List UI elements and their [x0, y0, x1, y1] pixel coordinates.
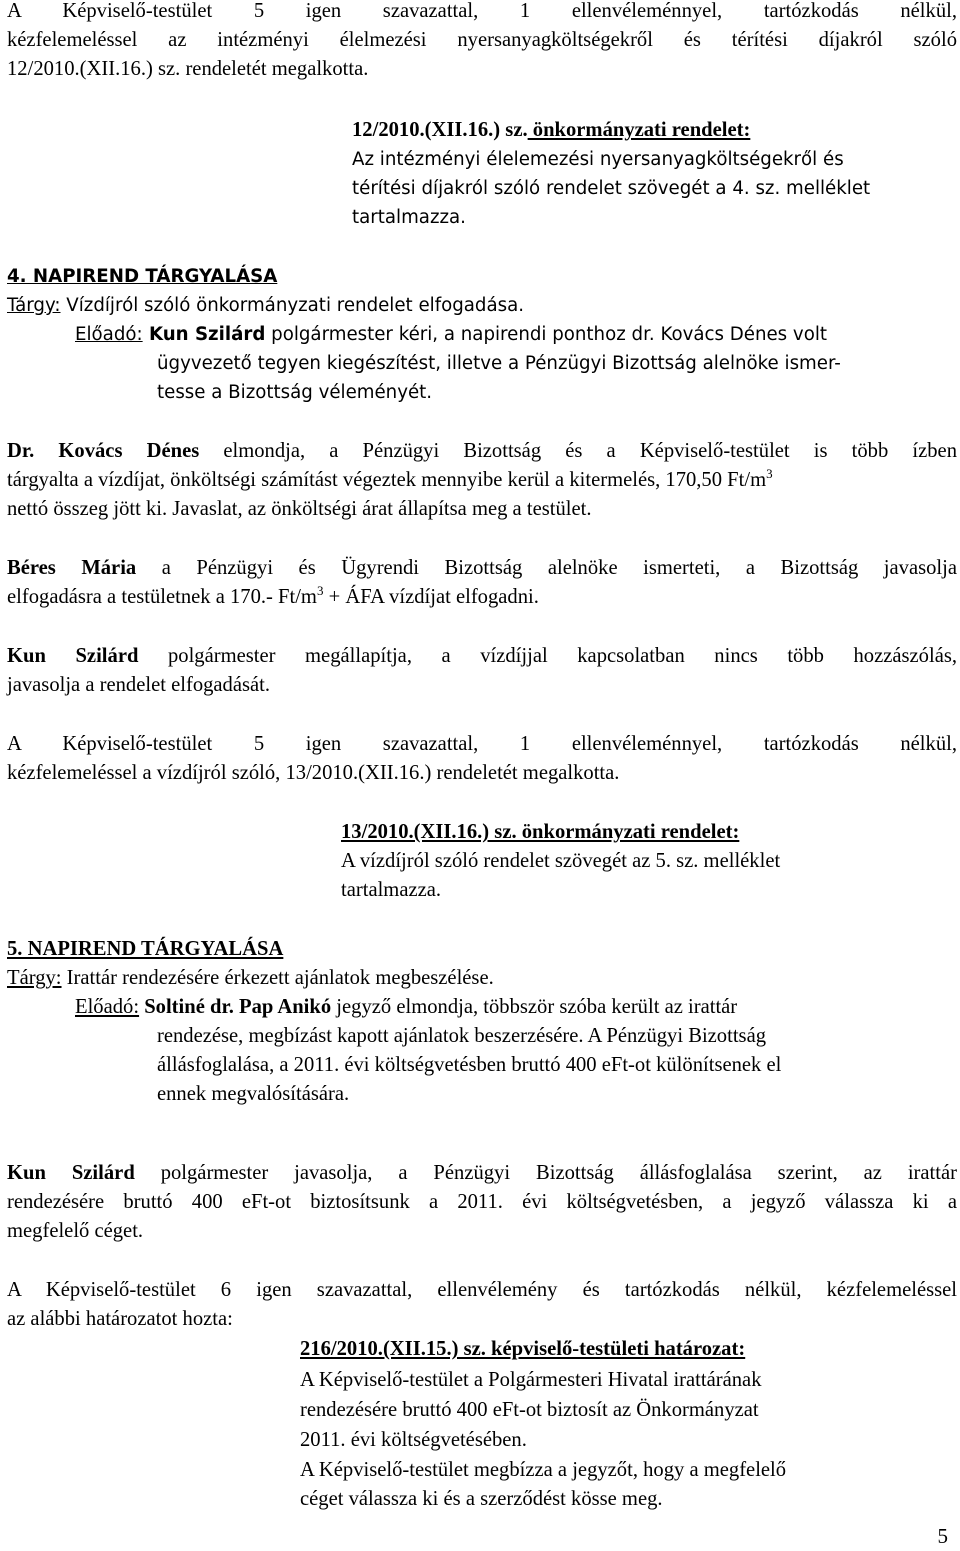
- decree-title: 13/2010.(XII.16.) sz. önkormányzati rendelet:: [341, 821, 740, 843]
- resolution-title: 216/2010.(XII.15.) sz. képviselő-testületi határozat:: [300, 1338, 746, 1360]
- text-line: rendezésére bruttó 400 eFt-ot biztosít az Önkormányzat: [300, 1399, 759, 1421]
- presenter-name: Kun Szilárd: [142, 324, 266, 345]
- subject-label: Tárgy:: [7, 295, 61, 316]
- text-span: elmondja, a Pénzügyi Bizottság és a Képviselő-testület is több ízben: [199, 440, 957, 462]
- presenter-line: [75, 993, 737, 1022]
- text-line: tartalmazza.: [341, 879, 442, 901]
- text-line: térítési díjakról szóló rendelet szövegét a 4. sz. melléklet: [352, 178, 871, 199]
- superscript: 3: [316, 583, 324, 599]
- text-line: [7, 437, 957, 466]
- text-line: [7, 642, 957, 671]
- superscript: 3: [766, 466, 773, 482]
- decree-title: [352, 116, 750, 145]
- page-number: 5: [937, 1524, 948, 1548]
- text-line: Az intézményi élelemezési nyersanyagköltségekről és: [352, 149, 844, 170]
- text-line: rendezésére bruttó 400 eFt-ot biztosítsunk a 2011. évi költségvetésben, a jegyző válassza ki a: [7, 1191, 957, 1213]
- text-span: polgármester megállapítja, a vízdíjjal kapcsolatban nincs több hozzászólás,: [138, 645, 957, 667]
- section-heading: 5. NAPIREND TÁRGYALÁSA: [7, 938, 284, 960]
- text-line: kézfelemeléssel az intézményi élelmezési nyersanyagköltségekről és térítési díjakról szóló: [7, 29, 957, 51]
- text-line: állásfoglalása, a 2011. évi költségvetésben bruttó 400 eFt-ot különítsenek el: [157, 1054, 782, 1076]
- section-heading: 4. NAPIREND TÁRGYALÁSA: [7, 266, 278, 287]
- text-span: jegyző elmondja, többször szóba került az irattár: [331, 996, 738, 1018]
- text-span: a Pénzügyi és Ügyrendi Bizottság alelnöke ismerteti, a Bizottság javasolja: [136, 557, 957, 579]
- text-line: A Képviselő-testület 6 igen szavazattal, ellenvélemény és tartózkodás nélkül, kézfelemeléssel: [7, 1279, 957, 1301]
- text-line: javasolja a rendelet elfogadását.: [7, 674, 271, 696]
- text-line: [7, 466, 773, 495]
- text-line: 2011. évi költségvetésében.: [300, 1429, 527, 1451]
- text-span: tárgyalta a vízdíjat, önköltségi számítást végeztek mennyibe kerül a kitermelés, 170,50 Ft/m: [7, 469, 767, 491]
- text-line: [7, 554, 957, 583]
- text-line: ügyvezető tegyen kiegészítést, illetve a Pénzügyi Bizottság alelnöke ismer-: [157, 353, 841, 374]
- presenter-name: Soltiné dr. Pap Anikó: [139, 996, 332, 1018]
- text-line: céget válassza ki és a szerződést kösse meg.: [300, 1488, 663, 1510]
- text-line: [7, 583, 539, 612]
- text-line: 12/2010.(XII.16.) sz. rendeletét megalkotta.: [7, 58, 369, 80]
- presenter-label: Előadó:: [75, 996, 140, 1018]
- subject-line: [7, 291, 524, 320]
- text-span: + ÁFA vízdíjat elfogadni.: [323, 586, 539, 608]
- presenter-label: Előadó:: [75, 324, 143, 345]
- text-line: az alábbi határozatot hozta:: [7, 1308, 233, 1330]
- text-line: A Képviselő-testület 5 igen szavazattal, 1 ellenvéleménnyel, tartózkodás nélkül,: [7, 733, 957, 755]
- text-line: [7, 1159, 957, 1188]
- decree-title-text: önkormányzati rendelet:: [527, 119, 751, 141]
- text-line: megfelelő céget.: [7, 1220, 144, 1242]
- text-line: A Képviselő-testület megbízza a jegyzőt, hogy a megfelelő: [300, 1459, 787, 1481]
- speaker-name: Kun Szilárd: [7, 645, 139, 667]
- text-line: ennek megvalósítására.: [157, 1083, 350, 1105]
- speaker-name: Dr. Kovács Dénes: [7, 440, 200, 462]
- text-line: kézfelemeléssel a vízdíjról szóló, 13/2010.(XII.16.) rendeletét megalkotta.: [7, 762, 620, 784]
- speaker-name: Kun Szilárd: [7, 1162, 135, 1184]
- decree-number: 12/2010.(XII.16.) sz.: [352, 119, 528, 141]
- text-line: A Képviselő-testület 5 igen szavazattal, 1 ellenvéleménnyel, tartózkodás nélkül,: [7, 0, 957, 22]
- text-line: nettó összeg jött ki. Javaslat, az önköltségi árat állapítsa meg a testület.: [7, 498, 592, 520]
- text-line: polgármester kéri, a napirendi ponthoz dr. Kovács Dénes volt: [265, 324, 828, 345]
- text-span: polgármester javasolja, a Pénzügyi Bizottság állásfoglalása szerint, az irattár: [134, 1162, 957, 1184]
- subject-label: Tárgy:: [7, 967, 62, 989]
- subject-text: Irattár rendezésére érkezett ajánlatok megbeszélése.: [61, 967, 494, 989]
- speaker-name: Béres Mária: [7, 557, 137, 579]
- text-line: A vízdíjról szóló rendelet szövegét az 5. sz. melléklet: [341, 850, 781, 872]
- text-line: tesse a Bizottság véleményét.: [157, 382, 433, 403]
- text-line: rendezése, megbízást kapott ajánlatok beszerzésére. A Pénzügyi Bizottság: [157, 1025, 767, 1047]
- text-line: tartalmazza.: [352, 207, 466, 228]
- presenter-line: [75, 320, 827, 349]
- subject-text: Vízdíjról szóló önkormányzati rendelet elfogadása.: [60, 295, 525, 316]
- text-span: elfogadásra a testületnek a 170.- Ft/m: [7, 586, 317, 608]
- text-line: A Képviselő-testület a Polgármesteri Hivatal irattárának: [300, 1369, 762, 1391]
- subject-line: [7, 964, 494, 993]
